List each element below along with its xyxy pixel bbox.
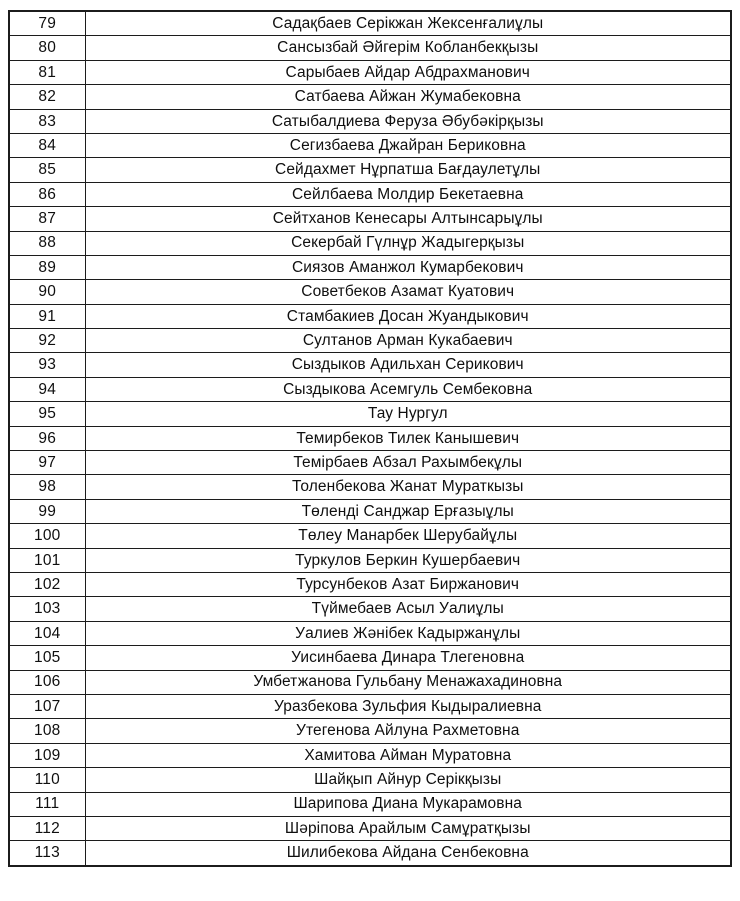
table-row — [9, 60, 731, 84]
person-name-cell: Утегенова Айлуна Рахметовна — [85, 719, 731, 743]
row-number-cell: 109 — [9, 743, 85, 767]
row-number-cell: 108 — [9, 719, 85, 743]
person-name-cell: Султанов Арман Кукабаевич — [85, 329, 731, 353]
table-row — [9, 792, 731, 816]
row-number-cell: 97 — [9, 451, 85, 475]
person-name-cell: Темірбаев Абзал Рахымбекұлы — [85, 451, 731, 475]
row-number-cell: 79 — [9, 11, 85, 36]
row-number-cell: 96 — [9, 426, 85, 450]
row-number-cell: 110 — [9, 768, 85, 792]
person-name-cell: Уразбекова Зульфия Кыдыралиевна — [85, 694, 731, 718]
person-name-cell: Сыздыков Адильхан Серикович — [85, 353, 731, 377]
person-name-cell: Уисинбаева Динара Тлегеновна — [85, 646, 731, 670]
row-number-cell: 92 — [9, 329, 85, 353]
person-name-cell: Сегизбаева Джайран Бериковна — [85, 133, 731, 157]
person-name-cell: Сатыбалдиева Феруза Әбубәкірқызы — [85, 109, 731, 133]
row-number-cell: 80 — [9, 36, 85, 60]
table-row — [9, 255, 731, 279]
table-row — [9, 36, 731, 60]
table-row — [9, 85, 731, 109]
person-name-cell: Сейдахмет Нұрпатша Бағдаулетұлы — [85, 158, 731, 182]
row-number-cell: 87 — [9, 207, 85, 231]
table-row — [9, 646, 731, 670]
row-number-cell: 82 — [9, 85, 85, 109]
person-name-cell: Хамитова Айман Муратовна — [85, 743, 731, 767]
table-row — [9, 182, 731, 206]
person-name-cell: Уалиев Жәнібек Кадыржанұлы — [85, 621, 731, 645]
table-row — [9, 499, 731, 523]
row-number-cell: 98 — [9, 475, 85, 499]
row-number-cell: 112 — [9, 816, 85, 840]
table-row — [9, 768, 731, 792]
person-name-cell: Туркулов Беркин Кушербаевич — [85, 548, 731, 572]
row-number-cell: 100 — [9, 524, 85, 548]
row-number-cell: 105 — [9, 646, 85, 670]
person-name-cell: Сансызбай Әйгерім Кобланбекқызы — [85, 36, 731, 60]
table-row — [9, 109, 731, 133]
row-number-cell: 86 — [9, 182, 85, 206]
row-number-cell: 84 — [9, 133, 85, 157]
table-row — [9, 670, 731, 694]
table-row — [9, 524, 731, 548]
person-name-cell: Шилибекова Айдана Сенбековна — [85, 841, 731, 866]
table-row — [9, 207, 731, 231]
row-number-cell: 90 — [9, 280, 85, 304]
row-number-cell: 83 — [9, 109, 85, 133]
table-row — [9, 231, 731, 255]
row-number-cell: 95 — [9, 402, 85, 426]
row-number-cell: 102 — [9, 572, 85, 596]
person-name-cell: Сиязов Аманжол Кумарбекович — [85, 255, 731, 279]
person-name-cell: Садақбаев Серікжан Жексенғалиұлы — [85, 11, 731, 36]
roster-table-body — [9, 11, 731, 866]
person-name-cell: Шәріпова Арайлым Самұратқызы — [85, 816, 731, 840]
table-row — [9, 621, 731, 645]
table-row — [9, 329, 731, 353]
person-name-cell: Шайқып Айнур Серікқызы — [85, 768, 731, 792]
row-number-cell: 106 — [9, 670, 85, 694]
row-number-cell: 111 — [9, 792, 85, 816]
person-name-cell: Сатбаева Айжан Жумабековна — [85, 85, 731, 109]
row-number-cell: 89 — [9, 255, 85, 279]
table-row — [9, 133, 731, 157]
row-number-cell: 103 — [9, 597, 85, 621]
table-row — [9, 572, 731, 596]
person-name-cell: Сарыбаев Айдар Абдрахманович — [85, 60, 731, 84]
table-row — [9, 304, 731, 328]
table-row — [9, 841, 731, 866]
table-row — [9, 816, 731, 840]
person-name-cell: Төлеу Манарбек Шерубайұлы — [85, 524, 731, 548]
table-row — [9, 353, 731, 377]
person-name-cell: Сыздыкова Асемгуль Сембековна — [85, 377, 731, 401]
person-name-cell: Секербай Гүлнұр Жадыгерқызы — [85, 231, 731, 255]
table-row — [9, 694, 731, 718]
row-number-cell: 91 — [9, 304, 85, 328]
table-row — [9, 475, 731, 499]
roster-table — [8, 10, 732, 867]
person-name-cell: Түймебаев Асыл Уалиұлы — [85, 597, 731, 621]
table-row — [9, 402, 731, 426]
person-name-cell: Сейтханов Кенесары Алтынсарыұлы — [85, 207, 731, 231]
table-row — [9, 548, 731, 572]
person-name-cell: Тау Нургул — [85, 402, 731, 426]
table-row — [9, 158, 731, 182]
person-name-cell: Төленді Санджар Ерғазыұлы — [85, 499, 731, 523]
person-name-cell: Сейлбаева Молдир Бекетаевна — [85, 182, 731, 206]
row-number-cell: 85 — [9, 158, 85, 182]
row-number-cell: 107 — [9, 694, 85, 718]
table-row — [9, 426, 731, 450]
person-name-cell: Шарипова Диана Мукарамовна — [85, 792, 731, 816]
row-number-cell: 81 — [9, 60, 85, 84]
person-name-cell: Толенбекова Жанат Мураткызы — [85, 475, 731, 499]
person-name-cell: Турсунбеков Азат Биржанович — [85, 572, 731, 596]
table-row — [9, 280, 731, 304]
table-row — [9, 451, 731, 475]
row-number-cell: 101 — [9, 548, 85, 572]
row-number-cell: 113 — [9, 841, 85, 866]
table-row — [9, 597, 731, 621]
person-name-cell: Темирбеков Тилек Канышевич — [85, 426, 731, 450]
person-name-cell: Советбеков Азамат Куатович — [85, 280, 731, 304]
person-name-cell: Стамбакиев Досан Жуандыкович — [85, 304, 731, 328]
row-number-cell: 93 — [9, 353, 85, 377]
table-row — [9, 377, 731, 401]
row-number-cell: 88 — [9, 231, 85, 255]
row-number-cell: 104 — [9, 621, 85, 645]
row-number-cell: 94 — [9, 377, 85, 401]
table-row — [9, 743, 731, 767]
person-name-cell: Умбетжанова Гульбану Менажахадиновна — [85, 670, 731, 694]
row-number-cell: 99 — [9, 499, 85, 523]
table-row — [9, 11, 731, 36]
table-row — [9, 719, 731, 743]
